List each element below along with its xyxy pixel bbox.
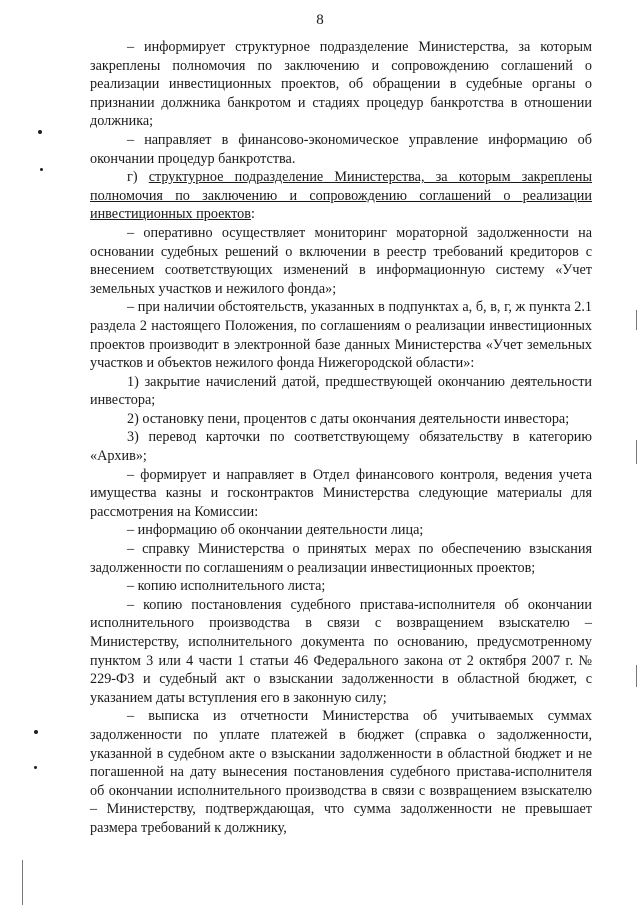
scan-edge-line (636, 310, 637, 330)
paragraph: – формирует и направляет в Отдел финансового контроля, ведения учета имущества казны и госконтрактов Министерства следующие материалы для рассмотрения на Комиссии: (90, 466, 592, 520)
scan-edge-line (636, 440, 637, 464)
scan-edge-line (22, 860, 23, 905)
scan-speck (34, 766, 37, 769)
section-g-heading (90, 168, 592, 224)
section-g-underlined: структурное подразделение Министерства, за которым закреплены полномочия по заключению и сопровождению соглашений о реализации инвестиционных проектов (90, 169, 592, 223)
scan-speck (38, 130, 42, 134)
list-item: 2) остановку пени, процентов с даты окончания деятельности инвестора; (127, 410, 570, 427)
list-item: – выписка из отчетности Министерства об учитываемых суммах задолженности по уплате платежей в бюджет (справка о задолженности, указанной в судебном акте о взыскании задолженности в областной бюджет и не погашенной на дату вынесения постановления судебного пристава-исполнителя об окончании исполнительного производства в связи с возвращением взыскателю – Министерству, подтверждающая, что сумма задолженности не превышает размера требований к должнику, (90, 708, 592, 836)
paragraph: – направляет в финансово-экономическое управление информацию об окончании процедур банкротства. (90, 131, 592, 167)
scan-speck (40, 168, 43, 171)
document-body (90, 38, 592, 838)
section-g-suffix: : (250, 206, 255, 223)
list-item: 3) перевод карточки по соответствующему обязательству в категорию «Архив»; (90, 429, 592, 465)
list-item: – справку Министерства о принятых мерах по обеспечению взыскания задолженности по соглашениям о реализации инвестиционных проектов; (90, 541, 592, 576)
paragraph: – информирует структурное подразделение Министерства, за которым закреплены полномочия по заключению и сопровождению соглашений о реализации инвестиционных проектов, об обращении в судебные органы о признании должника банкротом и стадиях процедур банкротства в отношении должника; (90, 39, 592, 130)
paragraph: – оперативно осуществляет мониторинг мораторной задолженности на основании судебных решений о включении в реестр требований кредиторов с внесением соответствующих изменений в информационную систему «Учет земельных участков и нежилого фонда»; (90, 224, 592, 297)
scan-speck (34, 730, 38, 734)
scan-edge-line (636, 665, 637, 687)
paragraph: – при наличии обстоятельств, указанных в подпунктах а, б, в, г, ж пункта 2.1 раздела 2 настоящего Положения, по соглашениям о реализации инвестиционных проектов производит в электронной базе данных Министерства «Учет земельных участков и объектов нежилого фонда Нижегородской области»: (90, 299, 592, 372)
list-item: 1) закрытие начислений датой, предшествующей окончанию деятельности инвестора; (90, 373, 592, 409)
list-item: – информацию об окончании деятельности лица; (127, 522, 424, 539)
list-item: – копию исполнительного листа; (127, 578, 326, 595)
list-item: – копию постановления судебного пристава-исполнителя об окончании исполнительного производства в связи с возвращением взыскателю – Министерству, исполнительного документа по основанию, предусмотренному пунктом 3 или 4 части 1 статьи 46 Федерального закона от 2 октября 2007 г. № 229-ФЗ и судебный акт о взыскании задолженности в областной бюджет, с указанием даты вступления его в законную силу; (90, 596, 592, 706)
page-number: 8 (316, 12, 324, 28)
section-g-prefix: г) (127, 169, 149, 186)
